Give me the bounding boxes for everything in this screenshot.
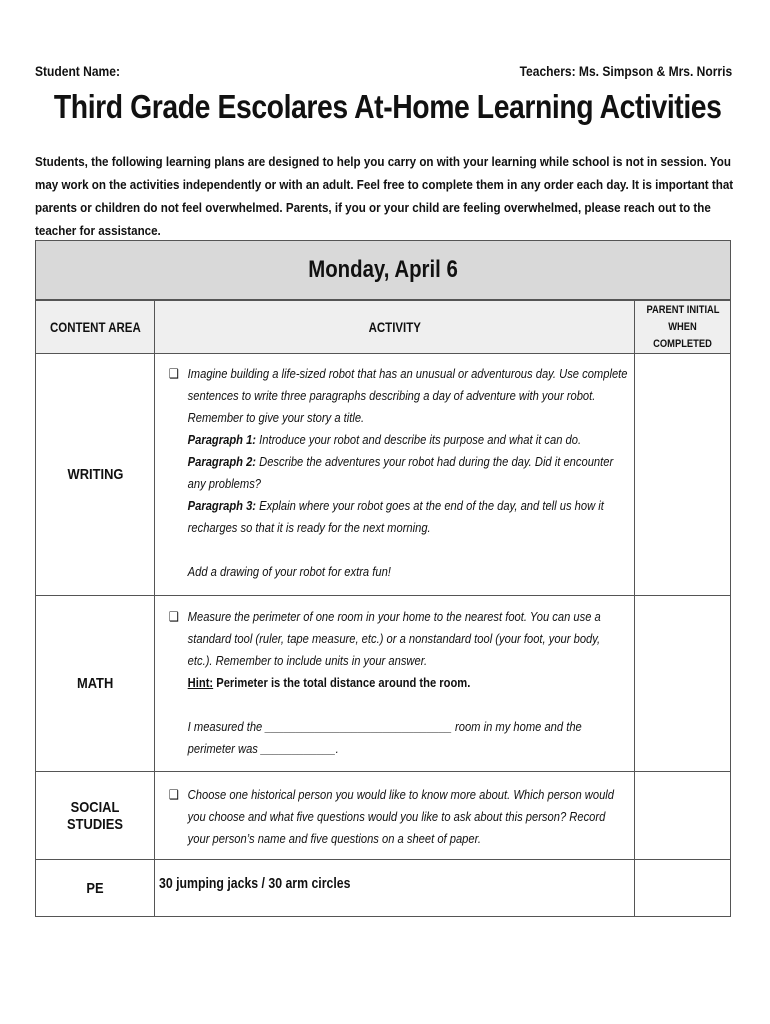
intro-text: Students, the following learning plans are designed to help you carry on with your learning while school is not in session. You may work on the activities independently or with an adult. Feel free to complete them in any order each day. It is important that parents or children do not feel overwhelmed. Parents, if you or your child are feeling overwhelmed, please reach out to the teacher for assistance. xyxy=(35,154,734,238)
table-row-math xyxy=(36,596,731,772)
day-header xyxy=(36,241,731,301)
parent-initial-social-studies[interactable] xyxy=(635,772,731,860)
area-social-studies: SOCIAL STUDIES xyxy=(36,772,155,860)
col-parent-initial: PARENT INITIAL WHEN COMPLETED xyxy=(635,300,731,354)
parent-initial-writing[interactable] xyxy=(635,354,731,596)
checkbox-icon[interactable]: ❑ xyxy=(168,787,179,802)
checkbox-icon[interactable]: ❑ xyxy=(168,366,179,381)
activity-math: ❑ Measure the perimeter of one room in your home to the nearest foot. You can use a standard tool (ruler, tape measure, etc.) or a nonstandard tool (your foot, your body, etc.). Remember to include units in your answer. Hint: Perimeter is the total distance around the room. I measured the ______________________________ room in my home and the perimeter was ____________. xyxy=(155,596,635,772)
activity-social-studies: ❑ Choose one historical person you would like to know more about. Which person would you choose and what five questions would you like to ask about this person? Record your person’s name and five questions on a sheet of paper. xyxy=(155,772,635,860)
checkbox-icon[interactable]: ❑ xyxy=(168,609,179,624)
parent-initial-pe[interactable] xyxy=(635,860,731,917)
header-row xyxy=(35,63,732,83)
page-title: Third Grade Escolares At-Home Learning Activities xyxy=(53,88,722,125)
table-row-social-studies xyxy=(36,772,731,860)
parent-initial-math[interactable] xyxy=(635,596,731,772)
day-label: Monday, April 6 xyxy=(308,256,458,283)
activity-pe: 30 jumping jacks / 30 arm circles xyxy=(155,860,635,917)
area-math: MATH xyxy=(36,596,155,772)
activity-writing: ❑ Imagine building a life-sized robot that has an unusual or adventurous day. Use complete sentences to write three paragraphs describing a day of adventure with your robot. Remember to give your story a title. Paragraph 1: Introduce your robot and describe its purpose and what it can do. Paragraph 2: Describe the adventures your robot had during the day. Did it encounter any problems? Paragraph 3: Explain where your robot goes at the end of the day, and tell us how it recharges so that it is ready for the next morning. Add a drawing of your robot for extra fun! xyxy=(155,354,635,596)
activities-table xyxy=(35,240,731,917)
table-row-writing xyxy=(36,354,731,596)
student-name-label: Student Name: xyxy=(35,63,120,79)
col-activity: ACTIVITY xyxy=(155,300,635,354)
area-pe: PE xyxy=(36,860,155,917)
column-headers xyxy=(36,300,731,354)
col-content-area: CONTENT AREA xyxy=(36,300,155,354)
writing-extra: Add a drawing of your robot for extra fun! xyxy=(187,564,391,579)
teachers-label: Teachers: Ms. Simpson & Mrs. Norris xyxy=(519,63,732,79)
math-blank-line: I measured the ______________________________ room in my home and the perimeter was ____________. xyxy=(187,719,582,756)
table-row-pe xyxy=(36,860,731,917)
area-writing: WRITING xyxy=(36,354,155,596)
intro-paragraph xyxy=(35,150,735,242)
